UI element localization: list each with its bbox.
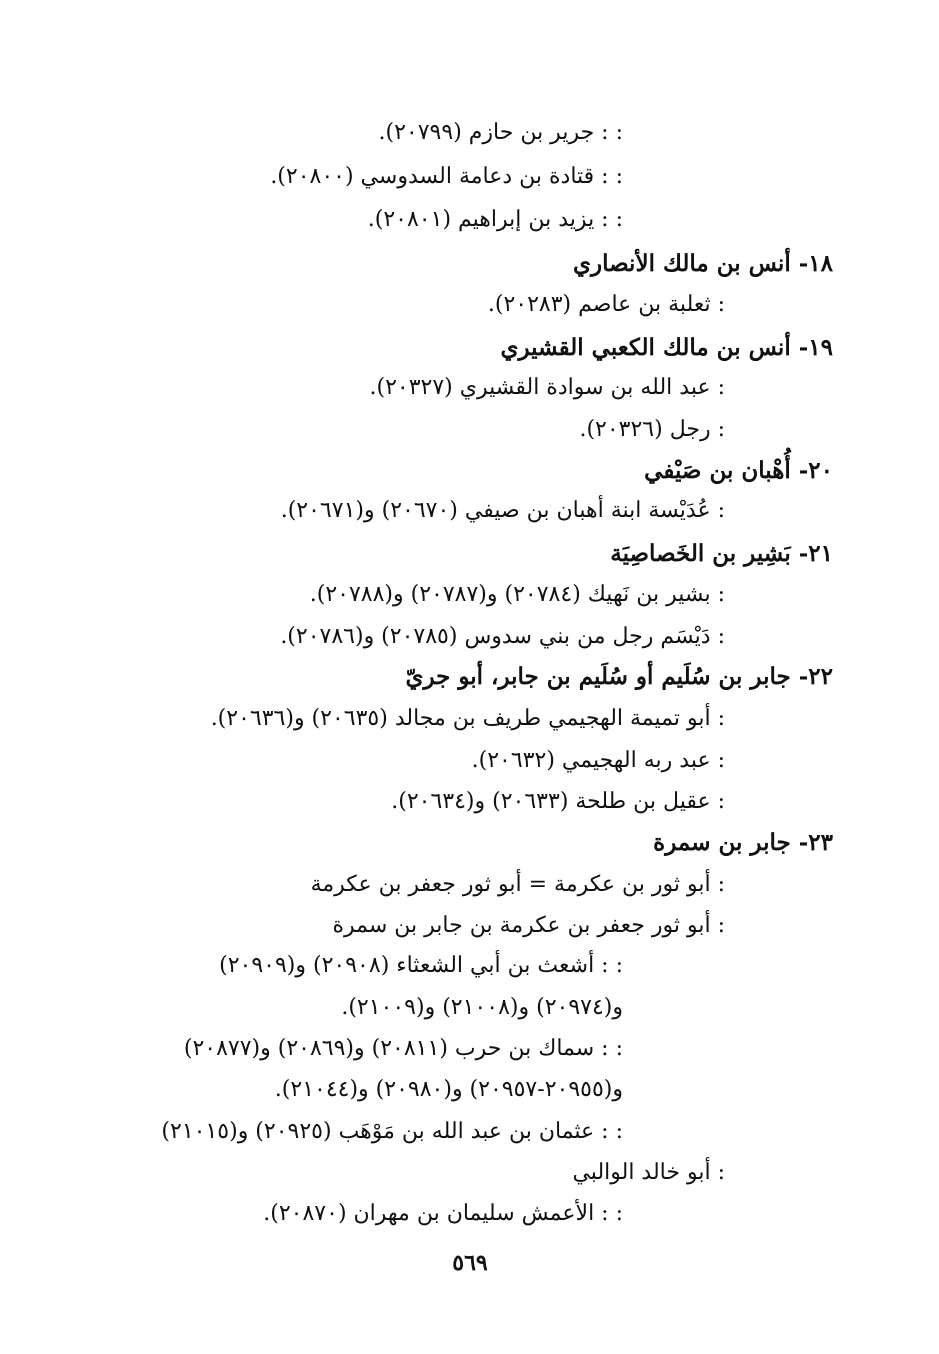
entry-heading: ٢١- بَشِير بن الخَصاصِيَة bbox=[610, 540, 833, 567]
text-line: : دَيْسَم رجل من بني سدوس (٢٠٧٨٥) و(٢٠٧٨٦). bbox=[280, 624, 725, 649]
text-line: : : عثمان بن عبد الله بن مَوْهَب (٢٠٩٢٥) و(٢١٠١٥) bbox=[161, 1119, 623, 1144]
entry-heading: ٢٢- جابر بن سُلَيم أو سُلَيم بن جابر، أبو جريّ bbox=[405, 663, 833, 690]
text-line: : أبو ثور بن عكرمة = أبو ثور جعفر بن عكرمة bbox=[310, 872, 725, 897]
text-line: : ثعلبة بن عاصم (٢٠٢٨٣). bbox=[487, 292, 725, 317]
text-line: : عُدَيْسة ابنة أهبان بن صيفي (٢٠٦٧٠) و(٢٠٦٧١). bbox=[280, 498, 725, 523]
text-line: : : أشعث بن أبي الشعثاء (٢٠٩٠٨) و(٢٠٩٠٩) bbox=[219, 953, 623, 978]
text-line: : أبو خالد الوالبي bbox=[572, 1160, 725, 1185]
text-line: : بشير بن نَهيك (٢٠٧٨٤) و(٢٠٧٨٧) و(٢٠٧٨٨). bbox=[309, 582, 725, 607]
text-line: : أبو ثور جعفر بن عكرمة بن جابر بن سمرة bbox=[332, 913, 725, 938]
text-line: : عبد ربه الهجيمي (٢٠٦٣٢). bbox=[471, 748, 725, 773]
text-line: : : سماك بن حرب (٢٠٨١١) و(٢٠٨٦٩) و(٢٠٨٧٧) bbox=[183, 1036, 623, 1061]
text-line: : أبو تميمة الهجيمي طريف بن مجالد (٢٠٦٣٥) و(٢٠٦٣٦). bbox=[210, 706, 725, 731]
text-line: : : الأعمش سليمان بن مهران (٢٠٨٧٠). bbox=[263, 1201, 623, 1226]
text-line-continuation: و(٢٠٩٧٤) و(٢١٠٠٨) و(٢١٠٠٩). bbox=[341, 995, 623, 1020]
text-line: : عبد الله بن سوادة القشيري (٢٠٣٢٧). bbox=[369, 375, 725, 400]
text-line: : : قتادة بن دعامة السدوسي (٢٠٨٠٠). bbox=[270, 164, 623, 189]
text-line-continuation: و(٢٠٩٥٥-٢٠٩٥٧) و(٢٠٩٨٠) و(٢١٠٤٤). bbox=[274, 1077, 623, 1102]
text-line: : : جرير بن حازم (٢٠٧٩٩). bbox=[378, 120, 623, 145]
entry-heading: ٢٣- جابر بن سمرة bbox=[653, 829, 833, 856]
text-line: : : يزيد بن إبراهيم (٢٠٨٠١). bbox=[367, 207, 623, 232]
entry-heading: ١٩- أنس بن مالك الكعبي القشيري bbox=[500, 334, 833, 361]
text-line: : عقيل بن طلحة (٢٠٦٣٣) و(٢٠٦٣٤). bbox=[391, 789, 725, 814]
page-number: ٥٦٩ bbox=[452, 1250, 488, 1276]
entry-heading: ٢٠- أُهْبان بن صَيْفي bbox=[644, 457, 833, 484]
entry-heading: ١٨- أنس بن مالك الأنصاري bbox=[572, 250, 833, 277]
text-line: : رجل (٢٠٣٢٦). bbox=[579, 417, 725, 442]
